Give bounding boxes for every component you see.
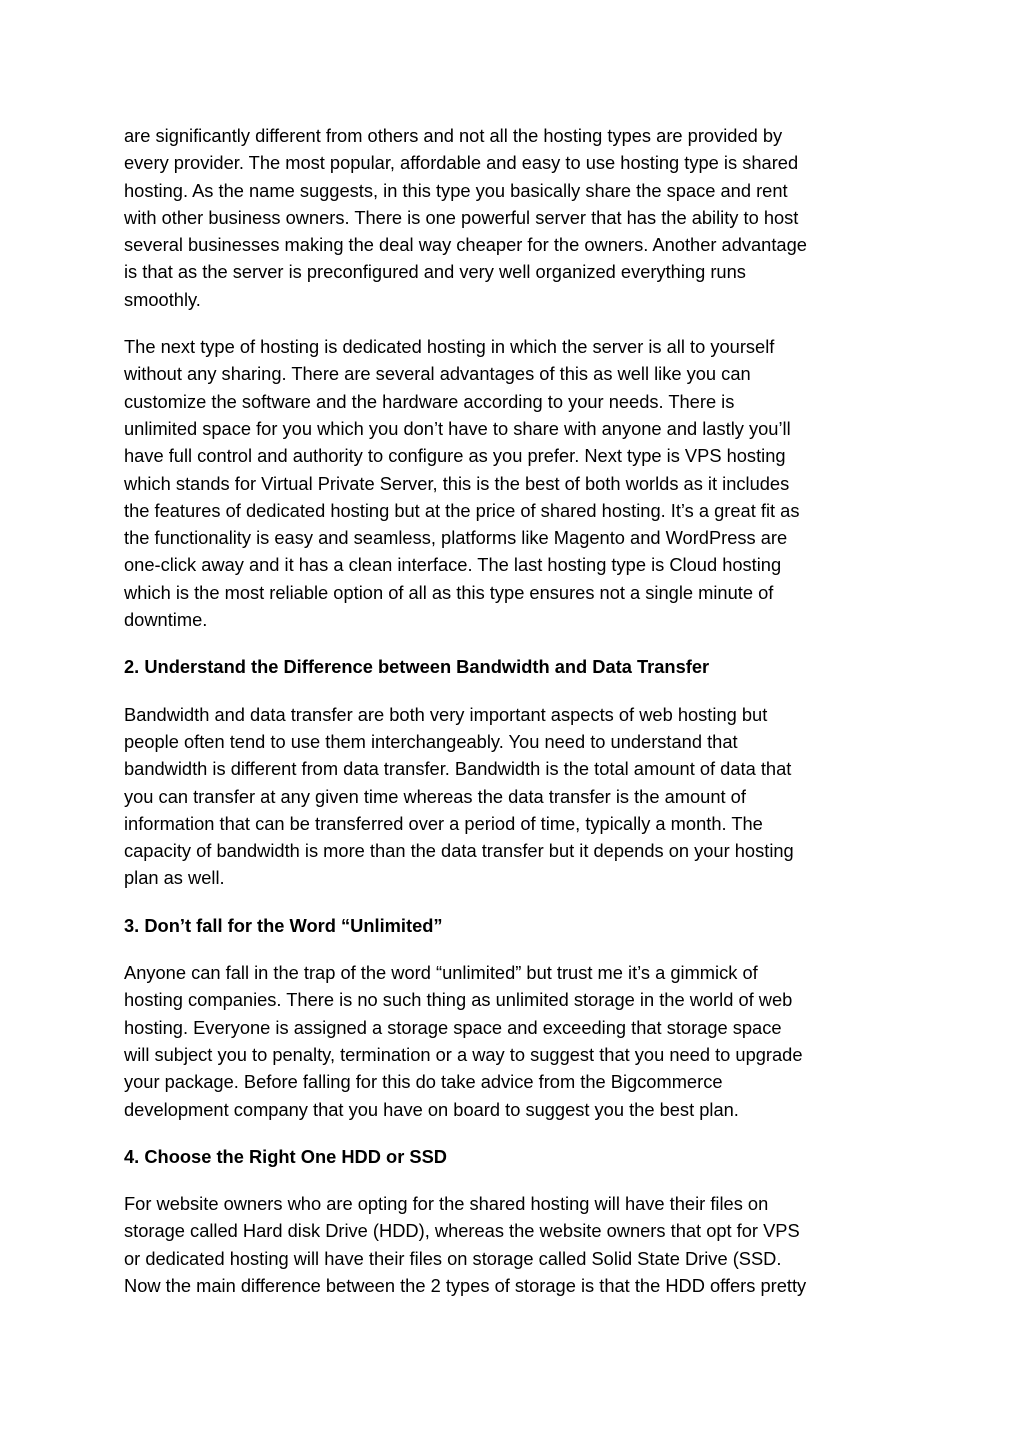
text-line: bandwidth is different from data transfer. Bandwidth is the total amount of data that	[124, 758, 792, 780]
section-heading-hdd-ssd	[124, 1143, 914, 1170]
text-line: are significantly different from others and not all the hosting types are provided by	[124, 125, 783, 146]
paragraph-unlimited	[124, 959, 914, 1123]
text-line: information that can be transferred over a period of time, typically a month. The	[124, 812, 763, 834]
text-line: downtime.	[124, 609, 208, 631]
text-line: Now the main difference between the 2 types of storage is that the HDD offers pretty	[124, 1274, 807, 1296]
text-line: people often tend to use them interchangeably. You need to understand that	[124, 730, 738, 752]
text-line: development company that you have on board to suggest you the best plan.	[124, 1098, 739, 1120]
document-page	[124, 122, 914, 1319]
paragraph-shared-hosting	[124, 122, 914, 313]
text-line: capacity of bandwidth is more than the data transfer but it depends on your hosting	[124, 840, 794, 862]
text-line: will subject you to penalty, termination or a way to suggest that you need to upgrade	[124, 1043, 803, 1065]
text-line: unlimited space for you which you don’t have to share with anyone and lastly you’ll	[124, 417, 791, 439]
section-heading-bandwidth	[124, 653, 914, 680]
heading-text: 2. Understand the Difference between Bandwidth and Data Transfer	[124, 656, 710, 678]
text-line: plan as well.	[124, 867, 225, 889]
text-line: have full control and authority to configure as you prefer. Next type is VPS hosting	[124, 445, 786, 467]
text-line: hosting. Everyone is assigned a storage space and exceeding that storage space	[124, 1016, 782, 1038]
text-line: hosting. As the name suggests, in this type you basically share the space and rent	[124, 179, 788, 201]
text-line: which stands for Virtual Private Server, this is the best of both worlds as it includes	[124, 472, 790, 494]
text-line: which is the most reliable option of all as this type ensures not a single minute of	[124, 581, 774, 603]
text-line: smoothly.	[124, 288, 201, 310]
text-line: hosting companies. There is no such thing as unlimited storage in the world of web	[124, 989, 793, 1011]
text-line: Anyone can fall in the trap of the word “unlimited” but trust me it’s a gimmick of	[124, 962, 758, 984]
text-line: the features of dedicated hosting but at the price of shared hosting. It’s a great fit as	[124, 499, 800, 521]
text-line: storage called Hard disk Drive (HDD), whereas the website owners that opt for VPS	[124, 1220, 800, 1242]
text-line: For website owners who are opting for the shared hosting will have their files on	[124, 1193, 769, 1215]
text-line: with other business owners. There is one powerful server that has the ability to host	[124, 206, 799, 228]
heading-text: 3. Don’t fall for the Word “Unlimited”	[124, 914, 443, 936]
paragraph-dedicated-hosting	[124, 333, 914, 633]
text-line: Bandwidth and data transfer are both very important aspects of web hosting but	[124, 703, 768, 725]
text-line: without any sharing. There are several advantages of this as well like you can	[124, 363, 751, 385]
section-heading-unlimited	[124, 912, 914, 939]
text-line: is that as the server is preconfigured and very well organized everything runs	[124, 261, 746, 283]
text-line: your package. Before falling for this do take advice from the Bigcommerce	[124, 1071, 723, 1093]
paragraph-hdd-ssd	[124, 1190, 914, 1299]
text-line: several businesses making the deal way cheaper for the owners. Another advantage	[124, 234, 807, 256]
text-line: every provider. The most popular, affordable and easy to use hosting type is shared	[124, 152, 799, 174]
text-line: customize the software and the hardware according to your needs. There is	[124, 390, 735, 412]
text-line: you can transfer at any given time whereas the data transfer is the amount of	[124, 785, 746, 807]
text-line: The next type of hosting is dedicated hosting in which the server is all to yourself	[124, 336, 775, 358]
text-line: or dedicated hosting will have their files on storage called Solid State Drive (SSD.	[124, 1247, 782, 1269]
paragraph-bandwidth	[124, 701, 914, 892]
heading-text: 4. Choose the Right One HDD or SSD	[124, 1145, 447, 1167]
text-line: the functionality is easy and seamless, platforms like Magento and WordPress are	[124, 527, 788, 549]
text-line: one-click away and it has a clean interface. The last hosting type is Cloud hosting	[124, 554, 782, 576]
